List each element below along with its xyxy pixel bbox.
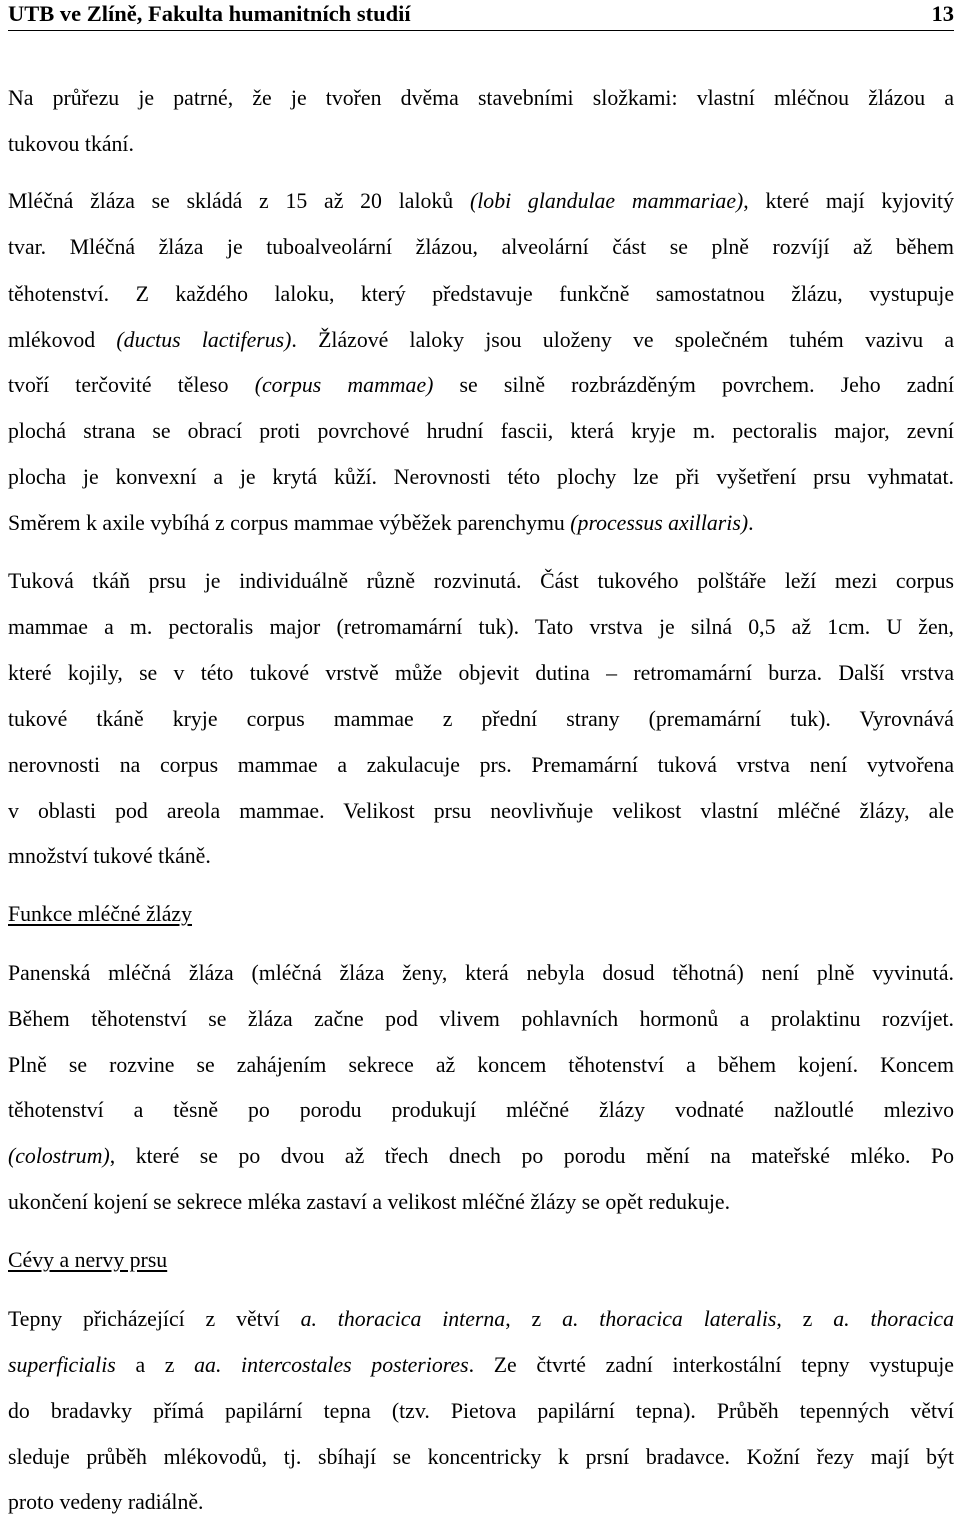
text-line: mlékovod (ductus lactiferus). Žlázové laloky jsou uloženy ve společném tuhém vazivu a — [8, 328, 954, 352]
text-line: Tuková tkáň prsu je individuálně různě rozvinutá. Část tukového polštáře leží mezi corpus — [8, 569, 954, 593]
text-line: Tepny přicházející z větví a. thoracica interna, z a. thoracica lateralis, z a. thoracica — [8, 1307, 954, 1331]
section-heading: Cévy a nervy prsu — [8, 1248, 168, 1272]
page-number: 13 — [931, 1, 954, 26]
text-line: superficialis a z aa. intercostales posteriores. Ze čtvrté zadní interkostální tepny vystupuje — [8, 1353, 954, 1377]
text-line: sleduje průběh mlékovodů, tj. sbíhají se koncentricky k prsní bradavce. Kožní řezy mají být — [8, 1445, 954, 1469]
text-line: do bradavky přímá papilární tepna (tzv. Pietova papilární tepna). Průběh tepenných větví — [8, 1399, 954, 1423]
text-line: nerovnosti na corpus mammae a zakulacuje prs. Premamární tuková vrstva není vytvořena — [8, 753, 954, 777]
text-line: plochá strana se obrací proti povrchové hrudní fascii, která kryje m. pectoralis major, zevní — [8, 419, 954, 443]
text-line: plocha je konvexní a je krytá kůží. Nerovnosti této plochy lze při vyšetření prsu vyhmatat. — [8, 465, 954, 489]
text-line: které kojily, se v této tukové vrstvě může objevit dutina – retromamární burza. Další vrstva — [8, 661, 954, 685]
text-line: tukovou tkání. — [8, 132, 134, 156]
text-line: tukové tkáně kryje corpus mammae z přední strany (premamární tuk). Vyrovnává — [8, 707, 954, 731]
text-line: Na průřezu je patrné, že je tvořen dvěma stavebními složkami: vlastní mléčnou žlázou a — [8, 86, 954, 110]
text-line: tvoří terčovité těleso (corpus mammae) se silně rozbrázděným povrchem. Jeho zadní — [8, 373, 954, 397]
text-line: těhotenství a těsně po porodu produkují mléčné žlázy vodnaté nažloutlé mlezivo — [8, 1098, 954, 1122]
text-line: v oblasti pod areola mammae. Velikost prsu neovlivňuje velikost vlastní mléčné žlázy, ale — [8, 799, 954, 823]
text-line: (colostrum), které se po dvou až třech dnech po porodu mění na mateřské mléko. Po — [8, 1144, 954, 1168]
text-line: ukončení kojení se sekrece mléka zastaví a velikost mléčné žlázy se opět redukuje. — [8, 1190, 731, 1214]
section-heading: Funkce mléčné žlázy — [8, 902, 192, 926]
text-line: Mléčná žláza se skládá z 15 až 20 laloků (lobi glandulae mammariae), které mají kyjovitý — [8, 189, 954, 213]
page-header — [8, 0, 954, 31]
text-line: tvar. Mléčná žláza je tuboalveolární žlázou, alveolární část se plně rozvíjí až během — [8, 235, 954, 259]
text-line: Směrem k axile vybíhá z corpus mammae výběžek parenchymu (processus axillaris). — [8, 511, 754, 535]
text-line: Během těhotenství se žláza začne pod vlivem pohlavních hormonů a prolaktinu rozvíjet. — [8, 1007, 954, 1031]
text-line: Panenská mléčná žláza (mléčná žláza ženy, která nebyla dosud těhotná) není plně vyvinutá. — [8, 961, 954, 985]
header-title: UTB ve Zlíně, Fakulta humanitních studií — [8, 1, 411, 26]
text-line: mammae a m. pectoralis major (retromamární tuk). Tato vrstva je silná 0,5 až 1cm. U žen, — [8, 615, 954, 639]
text-line: Plně se rozvine se zahájením sekrece až koncem těhotenství a během kojení. Koncem — [8, 1053, 954, 1077]
text-line: proto vedeny radiálně. — [8, 1490, 204, 1514]
text-line: množství tukové tkáně. — [8, 844, 211, 868]
text-line: těhotenství. Z každého laloku, který představuje funkčně samostatnou žlázu, vystupuje — [8, 282, 954, 306]
